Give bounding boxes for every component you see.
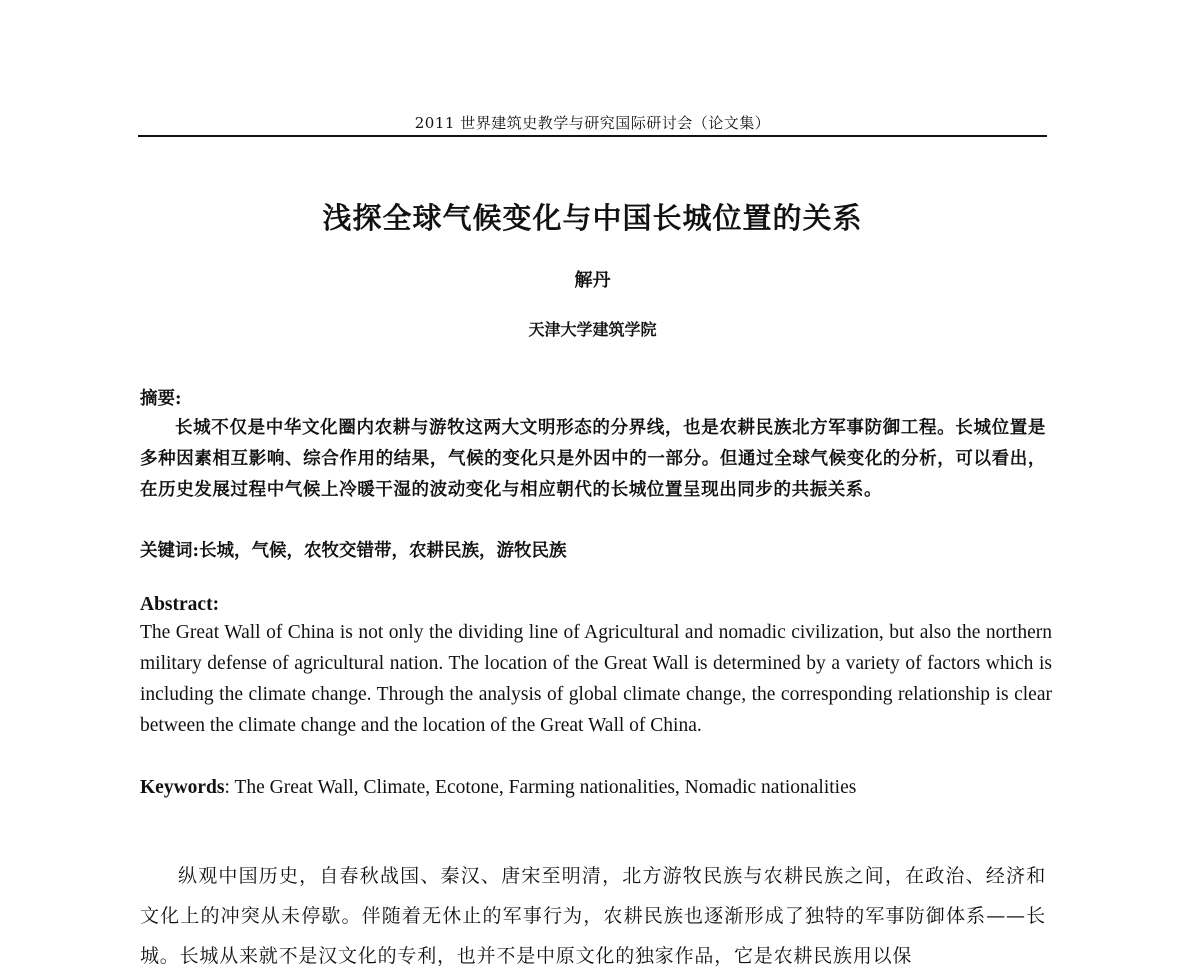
keywords-cn bbox=[140, 536, 1046, 567]
author-name: 解丹 bbox=[574, 270, 611, 291]
author-affiliation: 天津大学建筑学院 bbox=[528, 320, 657, 339]
abstract-label-en: Abstract: bbox=[140, 594, 220, 615]
keywords-value-en: : The Great Wall, Climate, Ecotone, Farming nationalities, Nomadic nationalities bbox=[224, 777, 857, 798]
keywords-en bbox=[140, 772, 1052, 803]
abstract-text-en: The Great Wall of China is not only the dividing line of Agricultural and nomadic civilization, but also the northern military defense of agricultural nation. The location of the Great Wall is determined by a variety of factors which is including the climate change. Through the analysis of global climate change, the corresponding relationship is clear between the climate change and the location of the Great Wall of China. bbox=[140, 622, 1052, 736]
body-paragraph: 纵观中国历史，自春秋战国、秦汉、唐宋至明清，北方游牧民族与农耕民族之间，在政治、经济和文化上的冲突从未停歇。伴随着无休止的军事行为，农耕民族也逐渐形成了独特的军事防御体系——长城。长城从来就不是汉文化的专利，也并不是中原文化的独家作品，它是农耕民族用以保 bbox=[140, 865, 1046, 967]
abstract-text-cn: 长城不仅是中华文化圈内农耕与游牧这两大文明形态的分界线，也是农耕民族北方军事防御工程。长城位置是多种因素相互影响、综合作用的结果，气候的变化只是外因中的一部分。但通过全球气候变化的分析，可以看出，在历史发展过程中气候上冷暖干湿的波动变化与相应朝代的长城位置呈现出同步的共振关系。 bbox=[140, 418, 1046, 500]
running-header: 2011 世界建筑史教学与研究国际研讨会（论文集） bbox=[414, 114, 771, 132]
header-rule bbox=[138, 135, 1047, 137]
keywords-label-en: Keywords bbox=[140, 777, 225, 798]
keywords-value-cn: 长城，气候，农牧交错带，农耕民族，游牧民族 bbox=[198, 541, 567, 561]
keywords-label-cn: 关键词: bbox=[140, 541, 199, 561]
paper-title: 浅探全球气候变化与中国长城位置的关系 bbox=[322, 201, 863, 235]
abstract-label-cn: 摘要: bbox=[140, 389, 182, 409]
